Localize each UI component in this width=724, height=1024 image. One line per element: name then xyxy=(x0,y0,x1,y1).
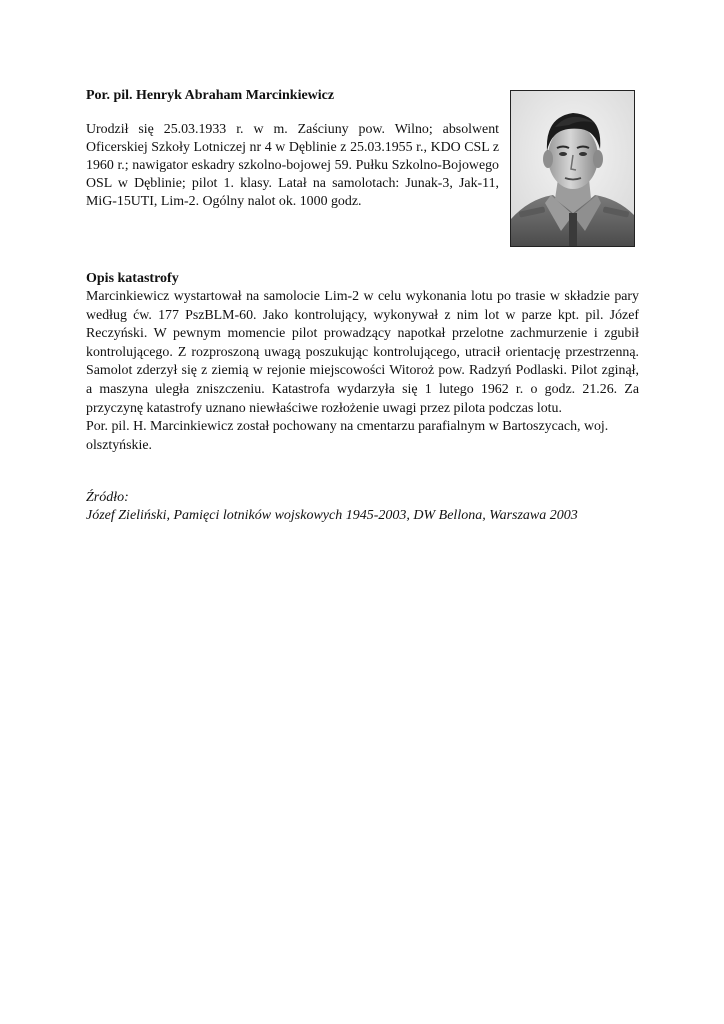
source-citation: Józef Zieliński, Pamięci lotników wojskowych 1945-2003, DW Bellona, Warszawa 2003 xyxy=(86,508,578,523)
biography-paragraph: Urodził się 25.03.1933 r. w m. Zaściuny pow. Wilno; absolwent Oficerskiej Szkoły Lotniczej nr 4 w Dęblinie z 25.03.1955 r., KDO CSL z 1960 r.; nawigator eskadry szkolno-bojowej 59. Pułku Szkolno-Bojowego OSL w Dęblinie; pilot 1. klasy. Latał na samolotach: Junak-3, Jak-11, MiG-15UTI, Lim-2. Ogólny nalot ok. 1000 godz. xyxy=(86,122,499,209)
burial-paragraph: Por. pil. H. Marcinkiewicz został pochowany na cmentarzu parafialnym w Bartoszycach, woj. olsztyńskie. xyxy=(86,419,609,453)
portrait-photo xyxy=(510,90,635,247)
document-title: Por. pil. Henryk Abraham Marcinkiewicz xyxy=(86,88,335,103)
source-label: Źródło: xyxy=(86,490,129,505)
crash-paragraph: Marcinkiewicz wystartował na samolocie Lim-2 w celu wykonania lotu po trasie w składzie pary według ćw. 177 PszBLM-60. Jako kontrolujący, wykonywał z nim lot w parze kpt. pil. Józef Reczyński. W pewnym momencie pilot prowadzący napotkał przelotne zachmurzenie i zgubił kontrolującego. Z rozproszoną uwagą poszukując kontrolującego, utracił orientację przestrzenną. Samolot zderzył się z ziemią w rejonie miejscowości Witoroż pow. Radzyń Podlaski. Pilot zginął, a maszyna uległa zniszczeniu. Katastrofa wydarzyła się 1 lutego 1962 r. o godz. 21.26. Za przyczynę katastrofy uznano niewłaściwe rozłożenie uwagi przez pilota podczas lotu. xyxy=(86,289,639,416)
portrait-image-icon xyxy=(511,91,635,247)
crash-section-heading: Opis katastrofy xyxy=(86,271,179,286)
crash-description xyxy=(86,288,639,455)
